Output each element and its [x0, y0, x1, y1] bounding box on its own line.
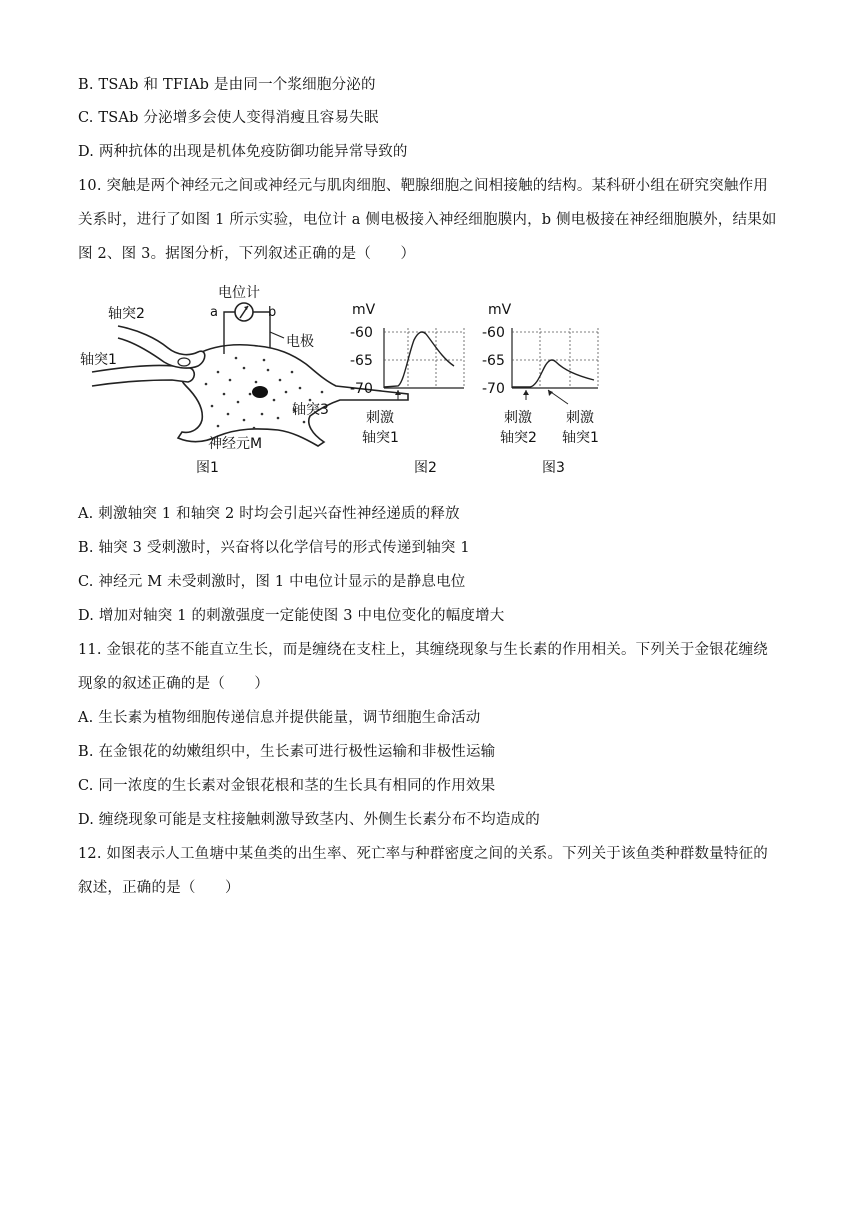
fig3-stim1-label-2: 轴突1	[562, 430, 599, 446]
q11-option-a: A. 生长素为植物细胞传递信息并提供能量，调节细胞生命活动	[78, 710, 481, 726]
fig2-tick-60: -60	[350, 325, 373, 341]
fig3-unit: mV	[488, 302, 512, 318]
axon-1-shape	[92, 365, 194, 386]
fig3-caption: 图3	[542, 460, 565, 476]
q11-option-b: B. 在金银花的幼嫩组织中，生长素可进行极性运输和非极性运输	[78, 744, 496, 760]
fig2-chart	[350, 302, 464, 476]
fig2-stim-label-1: 刺激	[366, 410, 394, 426]
fig3-tick-60: -60	[482, 325, 505, 341]
q10-option-c: C. 神经元 M 未受刺激时，图 1 中电位计显示的是静息电位	[78, 574, 466, 590]
fig1-caption: 图1	[196, 460, 219, 476]
fig2-unit: mV	[352, 302, 376, 318]
q9-option-b: B. TSAb 和 TFIAb 是由同一个浆细胞分泌的	[78, 77, 376, 93]
fig3-tick-65: -65	[482, 353, 505, 369]
q10-stem-line-1: 10. 突触是两个神经元之间或神经元与肌肉细胞、靶腺细胞之间相接触的结构。某科研小组在研究突触作用	[78, 178, 768, 194]
fig2-caption: 图2	[414, 460, 437, 476]
q10-option-d: D. 增加对轴突 1 的刺激强度一定能使图 3 中电位变化的幅度增大	[78, 608, 505, 624]
q10-stem-line-2: 关系时，进行了如图 1 所示实验，电位计 a 侧电极接入神经细胞膜内，b 侧电极接在神经细胞膜外，结果如	[78, 212, 777, 228]
q10-figure	[78, 276, 618, 482]
q10-stem-line-3: 图 2、图 3。据图分析，下列叙述正确的是（ ）	[78, 246, 416, 262]
fig1-axon3-label: 轴突3	[292, 402, 329, 418]
fig3-trace	[512, 360, 594, 387]
q12-stem-line-2: 叙述，正确的是（ ）	[78, 880, 240, 896]
q11-option-c: C. 同一浓度的生长素对金银花根和茎的生长具有相同的作用效果	[78, 778, 496, 794]
q10-option-a: A. 刺激轴突 1 和轴突 2 时均会引起兴奋性神经递质的释放	[78, 506, 460, 522]
fig1-b-label: b	[268, 305, 277, 320]
fig3-stim2-label-1: 刺激	[504, 410, 532, 426]
fig2-tick-65: -65	[350, 353, 373, 369]
fig3-stim1-label-1: 刺激	[566, 410, 594, 426]
q10-option-b: B. 轴突 3 受刺激时，兴奋将以化学信号的形式传递到轴突 1	[78, 540, 470, 556]
fig2-tick-70: -70	[350, 381, 373, 397]
q11-stem-line-2: 现象的叙述正确的是（ ）	[78, 676, 270, 692]
fig1-neuron-label: 神经元M	[208, 436, 263, 452]
nucleus	[252, 386, 268, 398]
fig2-stim-label-2: 轴突1	[362, 430, 399, 446]
fig2-trace	[384, 332, 454, 387]
q9-option-d: D. 两种抗体的出现是机体免疫防御功能异常导致的	[78, 144, 408, 160]
fig3-tick-70: -70	[482, 381, 505, 397]
q11-stem-line-1: 11. 金银花的茎不能直立生长，而是缠绕在支柱上，其缠绕现象与生长素的作用相关。下列关于金银花缠绕	[78, 642, 768, 658]
q11-option-d: D. 缠绕现象可能是支柱接触刺激导致茎内、外侧生长素分布不均造成的	[78, 812, 540, 828]
axon-2-shape	[118, 326, 205, 368]
q12-stem-line-1: 12. 如图表示人工鱼塘中某鱼类的出生率、死亡率与种群密度之间的关系。下列关于该鱼类种群数量特征的	[78, 846, 768, 862]
fig1-electrode-label: 电极	[286, 334, 314, 350]
q9-option-c: C. TSAb 分泌增多会使人变得消瘦且容易失眠	[78, 110, 379, 126]
fig1-axon1-label: 轴突1	[80, 352, 117, 368]
fig1-a-label: a	[210, 305, 218, 320]
fig1-meter-label: 电位计	[218, 285, 260, 301]
fig3-stim2-label-2: 轴突2	[500, 430, 537, 446]
fig1-axon2-label: 轴突2	[108, 306, 145, 322]
fig3-chart	[482, 302, 599, 476]
